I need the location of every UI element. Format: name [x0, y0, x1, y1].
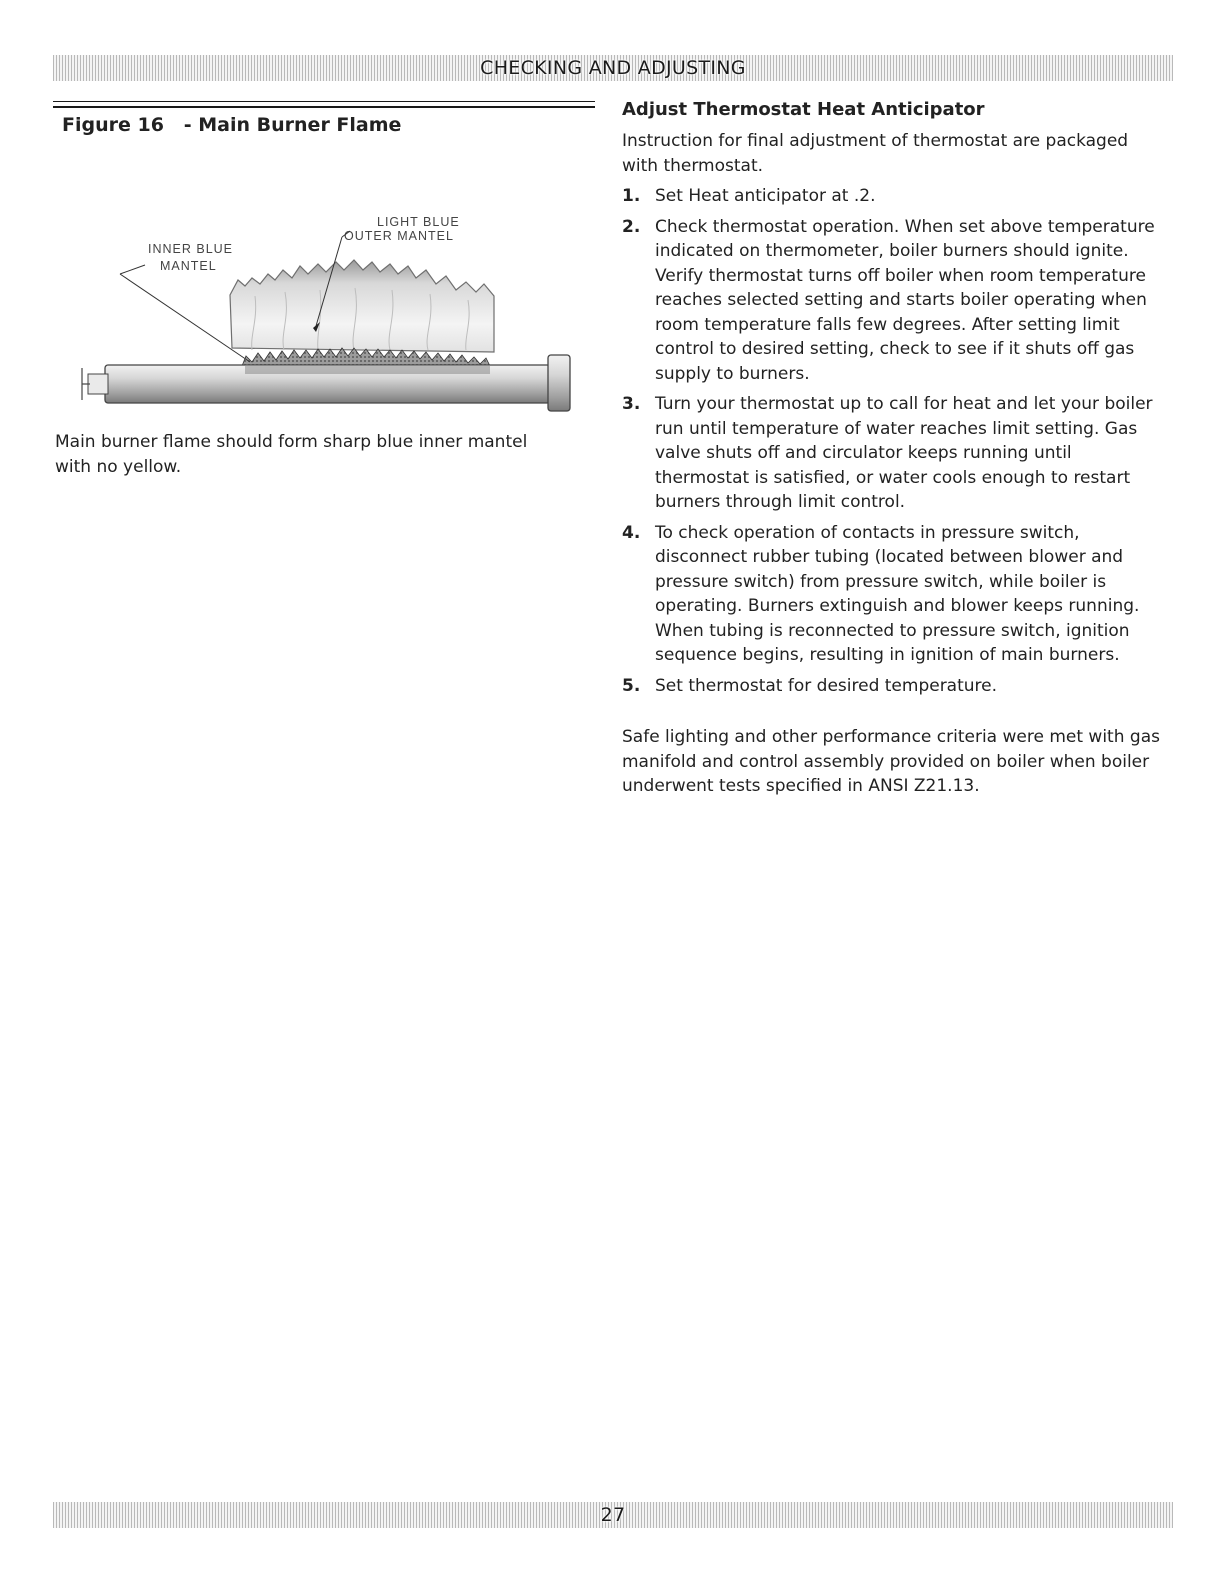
step-item — [622, 674, 1167, 699]
outer-flame-shape — [230, 260, 494, 352]
step-text: Set Heat anticipator at .2. — [655, 186, 876, 206]
figure-title: Figure 16 - Main Burner Flame — [62, 114, 402, 136]
step-number: 5. — [622, 675, 641, 696]
footer-band — [53, 1502, 1173, 1528]
label-outer-mantel: OUTER MANTEL — [344, 229, 454, 243]
step-text: Turn your thermostat up to call for heat and let your boiler run until temperature of water reaches limit setting. Gas valve shuts off and circulator keeps running until thermostat is satisfied, or water cools enough to restart burners through limit control. — [655, 394, 1153, 512]
page-number: 27 — [600, 1504, 626, 1526]
step-item — [622, 184, 1167, 209]
step-number: 4. — [622, 522, 641, 543]
step-text: Set thermostat for desired temperature. — [655, 675, 998, 696]
header-band — [53, 55, 1173, 81]
step-text: Check thermostat operation. When set above temperature indicated on thermometer, boiler burners should ignite. Verify thermostat turns off boiler when room temperature reaches selected setting and starts boiler operating when room temperature falls few degrees. After setting limit control to desired setting, check to see if it shuts off gas supply to burners. — [655, 216, 1155, 384]
section-heading: Adjust Thermostat Heat Anticipator — [622, 99, 985, 120]
title-rule-thick — [53, 106, 595, 108]
label-light-blue: LIGHT BLUE — [377, 215, 460, 229]
label-mantel: MANTEL — [160, 259, 217, 273]
step-number: 2. — [622, 216, 641, 237]
section-intro: Instruction for final adjustment of thermostat are packaged with thermostat. — [622, 131, 1129, 176]
tube-orifice — [88, 374, 108, 394]
title-rule-thin — [53, 101, 595, 102]
burner-flame-illustration — [80, 200, 590, 425]
section-header-title: CHECKING AND ADJUSTING — [480, 57, 746, 79]
burner-flame-figure — [80, 200, 590, 425]
step-item — [622, 392, 1167, 515]
steps-list — [622, 184, 1167, 698]
instructions-column — [622, 97, 1167, 799]
tube-end-cap — [548, 355, 570, 411]
step-number: 3. — [622, 394, 641, 414]
leader-inner-mantel-tick — [120, 265, 145, 274]
figure-caption: Main burner flame should form sharp blue inner mantel with no yellow. — [55, 432, 528, 477]
closing-paragraph: Safe lighting and other performance criteria were met with gas manifold and control assembly provided on boiler when boiler underwent tests specified in ANSI Z21.13. — [622, 727, 1160, 796]
step-item — [622, 215, 1167, 387]
step-text: To check operation of contacts in pressure switch, disconnect rubber tubing (located between blower and pressure switch) from pressure switch, while boiler is operating. Burners extinguish and blower keeps running. When tubing is reconnected to pressure switch, ignition sequence begins, resulting in ignition of main burners. — [655, 522, 1140, 665]
step-item — [622, 521, 1167, 668]
step-number: 1. — [622, 186, 641, 206]
label-inner-blue: INNER BLUE — [148, 242, 234, 256]
tube-port-strip — [245, 365, 490, 374]
